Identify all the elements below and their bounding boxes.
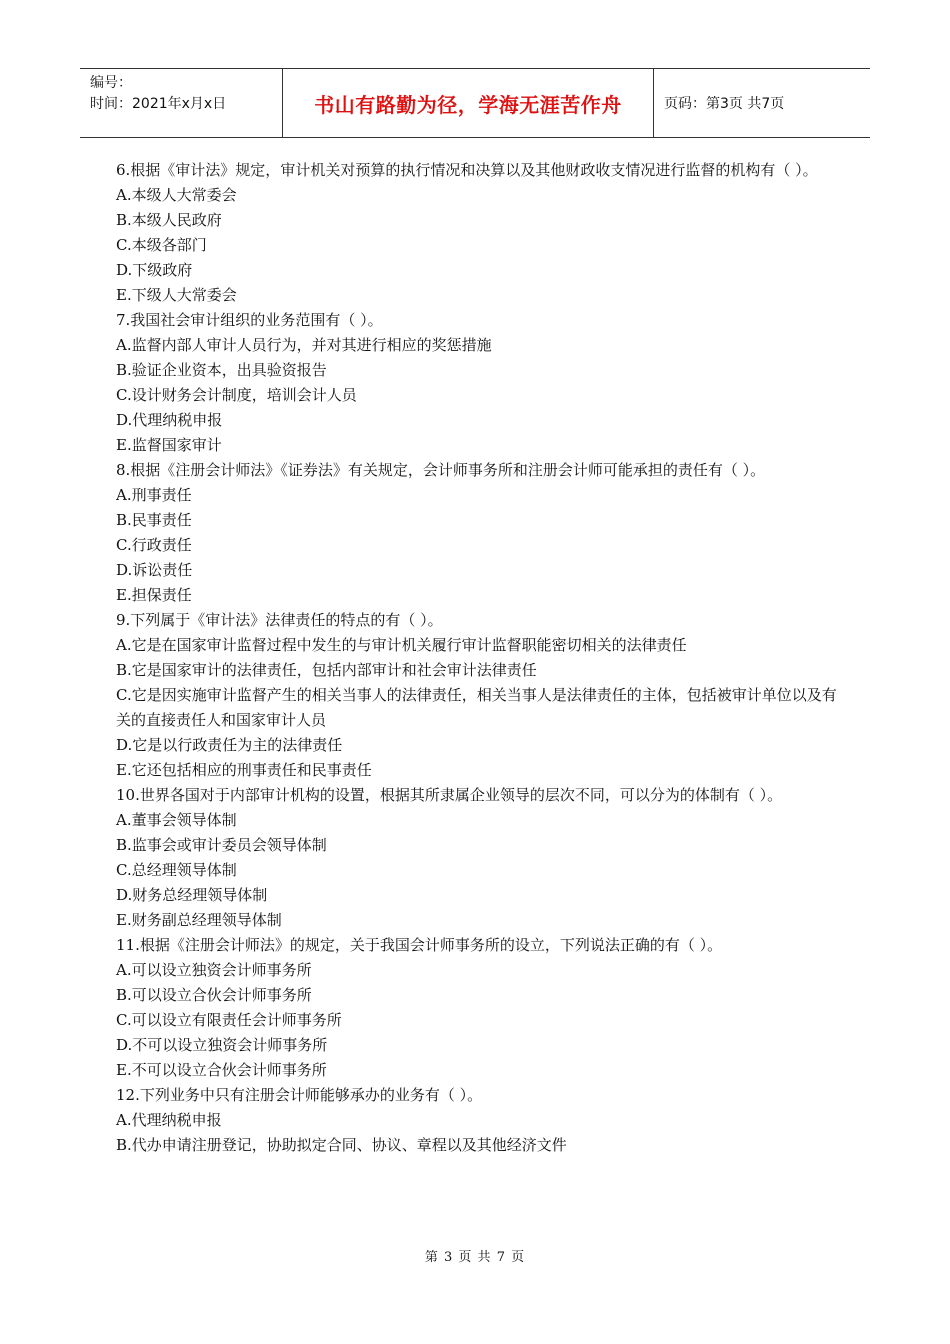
- option-10d: D.财务总经理领导体制: [116, 886, 268, 904]
- header-page-info-cell: [654, 69, 870, 137]
- option-8d: D.诉讼责任: [116, 561, 193, 579]
- option-11d: D.不可以设立独资会计师事务所: [116, 1036, 328, 1054]
- option-10e: E.财务副总经理领导体制: [116, 911, 282, 929]
- option-7d: D.代理纳税申报: [116, 411, 223, 429]
- option-9c: C.它是因实施审计监督产生的相关当事人的法律责任，相关当事人是法律责任的主体，包括被审计单位以及有关的直接责任人和国家审计人员: [116, 686, 837, 729]
- header-meta: [80, 69, 282, 137]
- document-time-label: 时间：2021年x月x日: [90, 96, 227, 112]
- option-7b: B.验证企业资本，出具验资报告: [116, 361, 327, 379]
- option-10a: A.董事会领导体制: [116, 811, 237, 829]
- option-9a: A.它是在国家审计监督过程中发生的与审计机关履行审计监督职能密切相关的法律责任: [116, 636, 687, 654]
- option-10b: B.监事会或审计委员会领导体制: [116, 836, 327, 854]
- option-9e: E.它还包括相应的刑事责任和民事责任: [116, 761, 372, 779]
- document-number-label: 编号：: [90, 75, 132, 91]
- option-7a: A.监督内部人审计人员行为，并对其进行相应的奖惩措施: [116, 336, 492, 354]
- option-6b: B.本级人民政府: [116, 211, 222, 229]
- option-11c: C.可以设立有限责任会计师事务所: [116, 1011, 342, 1029]
- option-11b: B.可以设立合伙会计师事务所: [116, 986, 312, 1004]
- header-motto: 书山有路勤为径，学海无涯苦作舟: [314, 92, 622, 117]
- question-stem-11: 11.根据《注册会计师法》的规定，关于我国会计师事务所的设立，下列说法正确的有（ ）。: [116, 936, 723, 954]
- option-6d: D.下级政府: [116, 261, 193, 279]
- header-motto-cell: [282, 69, 654, 137]
- question-stem-8: 8.根据《注册会计师法》《证券法》有关规定，会计师事务所和注册会计师可能承担的责任有（ ）。: [116, 461, 766, 479]
- option-11e: E.不可以设立合伙会计师事务所: [116, 1061, 327, 1079]
- option-10c: C.总经理领导体制: [116, 861, 237, 879]
- option-9b: B.它是国家审计的法律责任，包括内部审计和社会审计法律责任: [116, 661, 537, 679]
- option-8c: C.行政责任: [116, 536, 192, 554]
- question-stem-7: 7.我国社会审计组织的业务范围有（ ）。: [116, 311, 383, 329]
- question-stem-12: 12.下列业务中只有注册会计师能够承办的业务有（ ）。: [116, 1086, 483, 1104]
- header-page-info: 页码：第3页 共7页: [664, 96, 785, 112]
- question-stem-6: 6.根据《审计法》规定，审计机关对预算的执行情况和决算以及其他财政收支情况进行监督的机构有（ ）。: [116, 161, 818, 179]
- option-9d: D.它是以行政责任为主的法律责任: [116, 736, 343, 754]
- page-footer: 第 3 页 共 7 页: [424, 1250, 526, 1265]
- question-list: [116, 158, 842, 1158]
- option-7c: C.设计财务会计制度，培训会计人员: [116, 386, 357, 404]
- question-stem-10: 10.世界各国对于内部审计机构的设置，根据其所隶属企业领导的层次不同，可以分为的体制有（ ）。: [116, 786, 783, 804]
- option-8e: E.担保责任: [116, 586, 192, 604]
- option-8b: B.民事责任: [116, 511, 192, 529]
- option-6e: E.下级人大常委会: [116, 286, 237, 304]
- option-8a: A.刑事责任: [116, 486, 192, 504]
- option-6c: C.本级各部门: [116, 236, 207, 254]
- option-7e: E.监督国家审计: [116, 436, 222, 454]
- page-header: [80, 68, 870, 138]
- option-12b: B.代办申请注册登记，协助拟定合同、协议、章程以及其他经济文件: [116, 1136, 567, 1154]
- option-11a: A.可以设立独资会计师事务所: [116, 961, 312, 979]
- option-6a: A.本级人大常委会: [116, 186, 237, 204]
- option-12a: A.代理纳税申报: [116, 1111, 222, 1129]
- question-stem-9: 9.下列属于《审计法》法律责任的特点的有（ ）。: [116, 611, 443, 629]
